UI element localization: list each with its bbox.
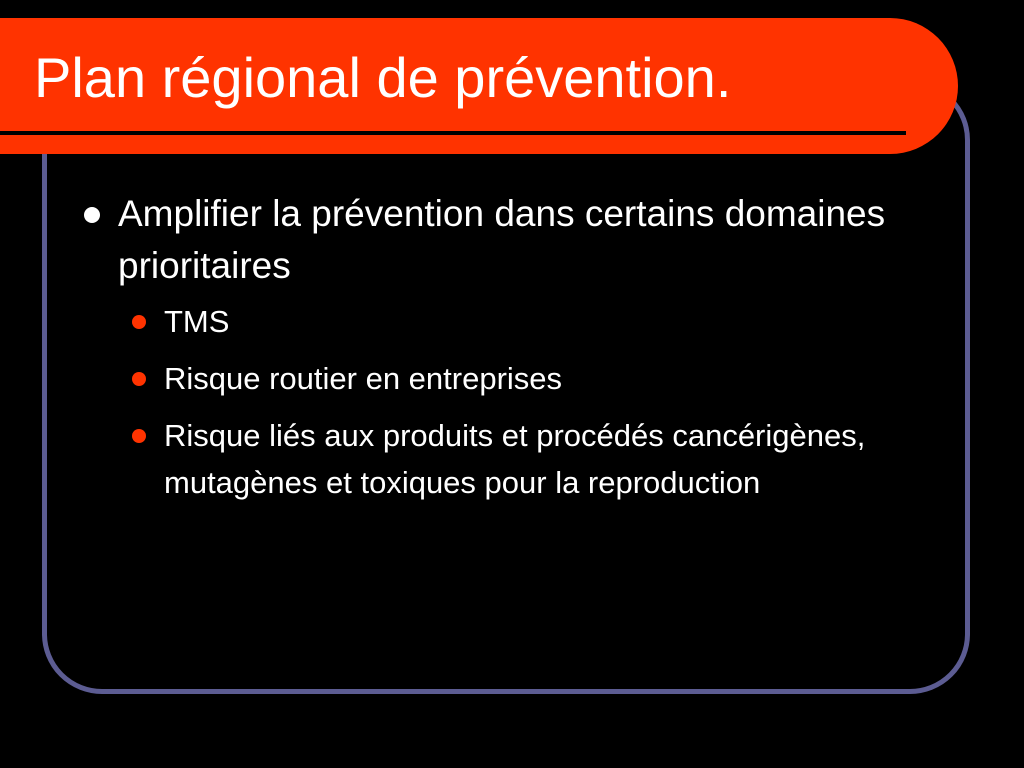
slide-title: Plan régional de prévention. [34,46,732,109]
bullet-dot-icon [84,207,100,223]
bullet-list [84,188,924,516]
sub-bullet-text: Risque routier en entreprises [164,361,563,396]
sub-bullet-dot-icon [132,315,146,329]
sub-bullet-text: TMS [164,304,230,339]
sub-bullet-item [132,298,924,345]
bullet-text: Amplifier la prévention dans certains domaines prioritaires [118,193,886,286]
sub-bullet-item [132,355,924,402]
sub-bullet-dot-icon [132,372,146,386]
sub-bullet-text: Risque liés aux produits et procédés cancérigènes, mutagènes et toxiques pour la reproduction [164,418,866,500]
title-underline [0,131,906,135]
bullet-item [84,188,924,292]
sub-bullet-item [132,412,924,506]
sub-bullet-dot-icon [132,429,146,443]
